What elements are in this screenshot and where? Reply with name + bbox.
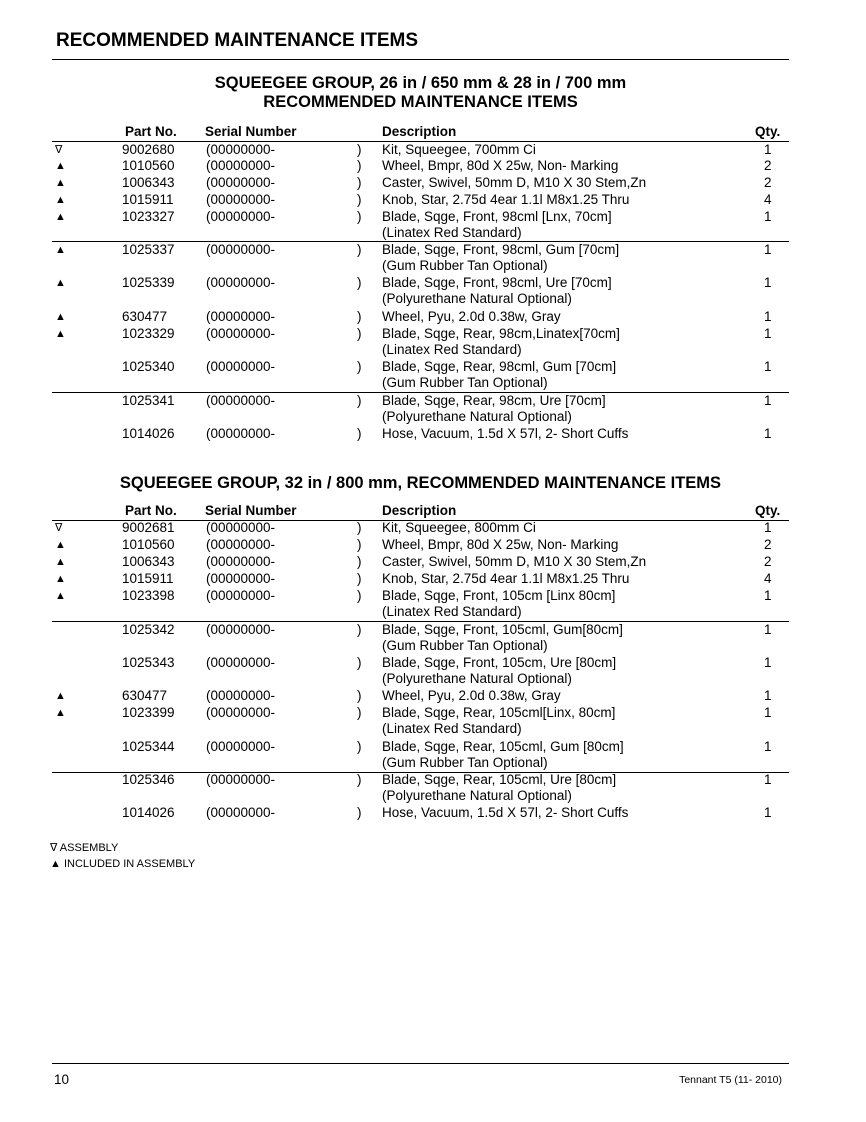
page-number: 10 bbox=[54, 1072, 70, 1087]
description-note: (Linatex Red Standard) bbox=[382, 604, 522, 619]
description: Knob, Star, 2.75d 4ear 1.1l M8x1.25 Thru bbox=[382, 571, 630, 586]
included-mark-icon: ▲ bbox=[55, 328, 66, 340]
description: Knob, Star, 2.75d 4ear 1.1l M8x1.25 Thru bbox=[382, 192, 630, 207]
serial-close-paren: ) bbox=[357, 192, 362, 207]
serial-close-paren: ) bbox=[357, 158, 362, 173]
part-number: 1025344 bbox=[122, 739, 175, 754]
section1-title-line1: SQUEEGEE GROUP, 26 in / 650 mm & 28 in / 700 mm bbox=[214, 74, 627, 92]
quantity: 1 bbox=[764, 393, 772, 408]
description-note: (Gum Rubber Tan Optional) bbox=[382, 258, 548, 273]
description-note: (Polyurethane Natural Optional) bbox=[382, 409, 572, 424]
description: Wheel, Pyu, 2.0d 0.38w, Gray bbox=[382, 688, 561, 703]
description-note: (Linatex Red Standard) bbox=[382, 225, 522, 240]
quantity: 1 bbox=[764, 739, 772, 754]
quantity: 1 bbox=[764, 520, 772, 535]
part-number: 1014026 bbox=[122, 426, 175, 441]
description: Blade, Sqge, Front, 105cml, Gum[80cm] bbox=[382, 622, 623, 637]
description: Wheel, Bmpr, 80d X 25w, Non- Marking bbox=[382, 537, 619, 552]
section1-divider bbox=[52, 241, 789, 242]
section2-divider bbox=[52, 621, 789, 622]
part-number: 1025340 bbox=[122, 359, 175, 374]
description: Wheel, Bmpr, 80d X 25w, Non- Marking bbox=[382, 158, 619, 173]
serial-number: (00000000- bbox=[206, 309, 276, 324]
serial-number: (00000000- bbox=[206, 772, 276, 787]
part-number: 1025339 bbox=[122, 275, 175, 290]
description: Kit, Squeegee, 800mm Ci bbox=[382, 520, 536, 535]
serial-close-paren: ) bbox=[357, 142, 362, 157]
serial-close-paren: ) bbox=[357, 209, 362, 224]
included-mark-icon: ▲ bbox=[55, 277, 66, 289]
description: Blade, Sqge, Rear, 98cml, Gum [70cm] bbox=[382, 359, 617, 374]
document-reference: Tennant T5 (11- 2010) bbox=[679, 1074, 782, 1086]
col-header-part-no: Part No. bbox=[125, 503, 177, 518]
part-number: 1025341 bbox=[122, 393, 175, 408]
part-number: 9002680 bbox=[122, 142, 175, 157]
included-mark-icon: ▲ bbox=[55, 244, 66, 256]
description-note: (Gum Rubber Tan Optional) bbox=[382, 375, 548, 390]
description: Blade, Sqge, Front, 98cml [Lnx, 70cm] bbox=[382, 209, 612, 224]
description: Caster, Swivel, 50mm D, M10 X 30 Stem,Zn bbox=[382, 175, 647, 190]
included-mark-icon: ▲ bbox=[55, 573, 66, 585]
part-number: 1006343 bbox=[122, 554, 175, 569]
serial-number: (00000000- bbox=[206, 275, 276, 290]
col-header-qty: Qty. bbox=[755, 503, 781, 518]
description: Kit, Squeegee, 700mm Ci bbox=[382, 142, 536, 157]
part-number: 1015911 bbox=[122, 192, 174, 207]
section2-divider bbox=[52, 772, 789, 773]
serial-close-paren: ) bbox=[357, 426, 362, 441]
serial-close-paren: ) bbox=[357, 705, 362, 720]
description: Blade, Sqge, Rear, 98cm, Ure [70cm] bbox=[382, 393, 606, 408]
legend-included: ▲ INCLUDED IN ASSEMBLY bbox=[50, 858, 196, 870]
serial-number: (00000000- bbox=[206, 326, 276, 341]
included-mark-icon: ▲ bbox=[55, 539, 66, 551]
quantity: 1 bbox=[764, 655, 772, 670]
description: Blade, Sqge, Front, 105cm [Linx 80cm] bbox=[382, 588, 616, 603]
page-title: RECOMMENDED MAINTENANCE ITEMS bbox=[56, 30, 419, 51]
description: Blade, Sqge, Front, 98cml, Gum [70cm] bbox=[382, 242, 620, 257]
serial-close-paren: ) bbox=[357, 309, 362, 324]
included-mark-icon: ▲ bbox=[55, 160, 66, 172]
serial-close-paren: ) bbox=[357, 175, 362, 190]
quantity: 1 bbox=[764, 326, 772, 341]
serial-number: (00000000- bbox=[206, 175, 276, 190]
serial-number: (00000000- bbox=[206, 588, 276, 603]
serial-close-paren: ) bbox=[357, 520, 362, 535]
part-number: 1010560 bbox=[122, 537, 175, 552]
serial-number: (00000000- bbox=[206, 142, 276, 157]
serial-close-paren: ) bbox=[357, 242, 362, 257]
serial-close-paren: ) bbox=[357, 326, 362, 341]
section1-title-line2: RECOMMENDED MAINTENANCE ITEMS bbox=[263, 93, 578, 111]
serial-close-paren: ) bbox=[357, 622, 362, 637]
description-note: (Gum Rubber Tan Optional) bbox=[382, 755, 548, 770]
serial-number: (00000000- bbox=[206, 520, 276, 535]
quantity: 4 bbox=[764, 571, 772, 586]
quantity: 1 bbox=[764, 142, 772, 157]
col-header-qty: Qty. bbox=[755, 124, 781, 139]
included-mark-icon: ▲ bbox=[55, 311, 66, 323]
quantity: 1 bbox=[764, 688, 772, 703]
serial-number: (00000000- bbox=[206, 554, 276, 569]
assembly-mark-icon: ∇ bbox=[55, 522, 63, 534]
part-number: 1023327 bbox=[122, 209, 175, 224]
description-note: (Polyurethane Natural Optional) bbox=[382, 671, 572, 686]
included-mark-icon: ▲ bbox=[55, 690, 66, 702]
quantity: 1 bbox=[764, 805, 772, 820]
part-number: 1023398 bbox=[122, 588, 175, 603]
part-number: 1006343 bbox=[122, 175, 175, 190]
serial-number: (00000000- bbox=[206, 739, 276, 754]
part-number: 1025342 bbox=[122, 622, 175, 637]
serial-number: (00000000- bbox=[206, 805, 276, 820]
description: Blade, Sqge, Rear, 105cml[Linx, 80cm] bbox=[382, 705, 616, 720]
serial-number: (00000000- bbox=[206, 705, 276, 720]
serial-number: (00000000- bbox=[206, 622, 276, 637]
serial-number: (00000000- bbox=[206, 393, 276, 408]
serial-number: (00000000- bbox=[206, 426, 276, 441]
part-number: 1014026 bbox=[122, 805, 175, 820]
description: Blade, Sqge, Front, 105cm, Ure [80cm] bbox=[382, 655, 617, 670]
quantity: 1 bbox=[764, 426, 772, 441]
description-note: (Linatex Red Standard) bbox=[382, 721, 522, 736]
description-note: (Polyurethane Natural Optional) bbox=[382, 788, 572, 803]
serial-close-paren: ) bbox=[357, 655, 362, 670]
description: Wheel, Pyu, 2.0d 0.38w, Gray bbox=[382, 309, 561, 324]
serial-close-paren: ) bbox=[357, 772, 362, 787]
included-mark-icon: ▲ bbox=[55, 177, 66, 189]
part-number: 630477 bbox=[122, 688, 168, 703]
quantity: 1 bbox=[764, 588, 772, 603]
quantity: 1 bbox=[764, 772, 772, 787]
serial-close-paren: ) bbox=[357, 805, 362, 820]
col-header-serial: Serial Number bbox=[205, 503, 297, 518]
description-note: (Gum Rubber Tan Optional) bbox=[382, 638, 548, 653]
quantity: 2 bbox=[764, 158, 772, 173]
col-header-description: Description bbox=[382, 124, 457, 139]
quantity: 1 bbox=[764, 309, 772, 324]
part-number: 1023399 bbox=[122, 705, 175, 720]
assembly-mark-icon: ∇ bbox=[55, 144, 63, 156]
quantity: 1 bbox=[764, 275, 772, 290]
footer-rule bbox=[52, 1063, 789, 1064]
serial-number: (00000000- bbox=[206, 359, 276, 374]
description: Blade, Sqge, Rear, 105cml, Ure [80cm] bbox=[382, 772, 617, 787]
quantity: 2 bbox=[764, 554, 772, 569]
description: Blade, Sqge, Front, 98cml, Ure [70cm] bbox=[382, 275, 612, 290]
quantity: 1 bbox=[764, 705, 772, 720]
col-header-description: Description bbox=[382, 503, 457, 518]
description: Hose, Vacuum, 1.5d X 57l, 2- Short Cuffs bbox=[382, 805, 629, 820]
description: Hose, Vacuum, 1.5d X 57l, 2- Short Cuffs bbox=[382, 426, 629, 441]
serial-close-paren: ) bbox=[357, 275, 362, 290]
serial-close-paren: ) bbox=[357, 688, 362, 703]
part-number: 630477 bbox=[122, 309, 168, 324]
included-mark-icon: ▲ bbox=[55, 707, 66, 719]
included-mark-icon: ▲ bbox=[55, 211, 66, 223]
description: Blade, Sqge, Rear, 105cml, Gum [80cm] bbox=[382, 739, 624, 754]
serial-close-paren: ) bbox=[357, 739, 362, 754]
serial-number: (00000000- bbox=[206, 158, 276, 173]
serial-number: (00000000- bbox=[206, 537, 276, 552]
included-mark-icon: ▲ bbox=[55, 590, 66, 602]
col-header-serial: Serial Number bbox=[205, 124, 297, 139]
quantity: 1 bbox=[764, 359, 772, 374]
part-number: 1025343 bbox=[122, 655, 175, 670]
part-number: 9002681 bbox=[122, 520, 175, 535]
serial-close-paren: ) bbox=[357, 537, 362, 552]
included-mark-icon: ▲ bbox=[55, 194, 66, 206]
part-number: 1025346 bbox=[122, 772, 175, 787]
part-number: 1023329 bbox=[122, 326, 175, 341]
serial-number: (00000000- bbox=[206, 688, 276, 703]
legend-assembly: ∇ ASSEMBLY bbox=[50, 842, 119, 854]
quantity: 1 bbox=[764, 242, 772, 257]
quantity: 4 bbox=[764, 192, 772, 207]
serial-close-paren: ) bbox=[357, 554, 362, 569]
quantity: 2 bbox=[764, 175, 772, 190]
included-mark-icon: ▲ bbox=[55, 556, 66, 568]
quantity: 2 bbox=[764, 537, 772, 552]
serial-close-paren: ) bbox=[357, 393, 362, 408]
quantity: 1 bbox=[764, 209, 772, 224]
serial-number: (00000000- bbox=[206, 192, 276, 207]
part-number: 1025337 bbox=[122, 242, 175, 257]
serial-number: (00000000- bbox=[206, 571, 276, 586]
quantity: 1 bbox=[764, 622, 772, 637]
serial-close-paren: ) bbox=[357, 588, 362, 603]
serial-close-paren: ) bbox=[357, 359, 362, 374]
serial-close-paren: ) bbox=[357, 571, 362, 586]
serial-number: (00000000- bbox=[206, 242, 276, 257]
section2-title: SQUEEGEE GROUP, 32 in / 800 mm, RECOMMENDED MAINTENANCE ITEMS bbox=[119, 474, 722, 492]
col-header-part-no: Part No. bbox=[125, 124, 177, 139]
description: Blade, Sqge, Rear, 98cm,Linatex[70cm] bbox=[382, 326, 620, 341]
serial-number: (00000000- bbox=[206, 655, 276, 670]
description-note: (Linatex Red Standard) bbox=[382, 342, 522, 357]
part-number: 1010560 bbox=[122, 158, 175, 173]
top-rule bbox=[52, 59, 789, 60]
section1-divider bbox=[52, 392, 789, 393]
description: Caster, Swivel, 50mm D, M10 X 30 Stem,Zn bbox=[382, 554, 647, 569]
part-number: 1015911 bbox=[122, 571, 174, 586]
serial-number: (00000000- bbox=[206, 209, 276, 224]
description-note: (Polyurethane Natural Optional) bbox=[382, 291, 572, 306]
